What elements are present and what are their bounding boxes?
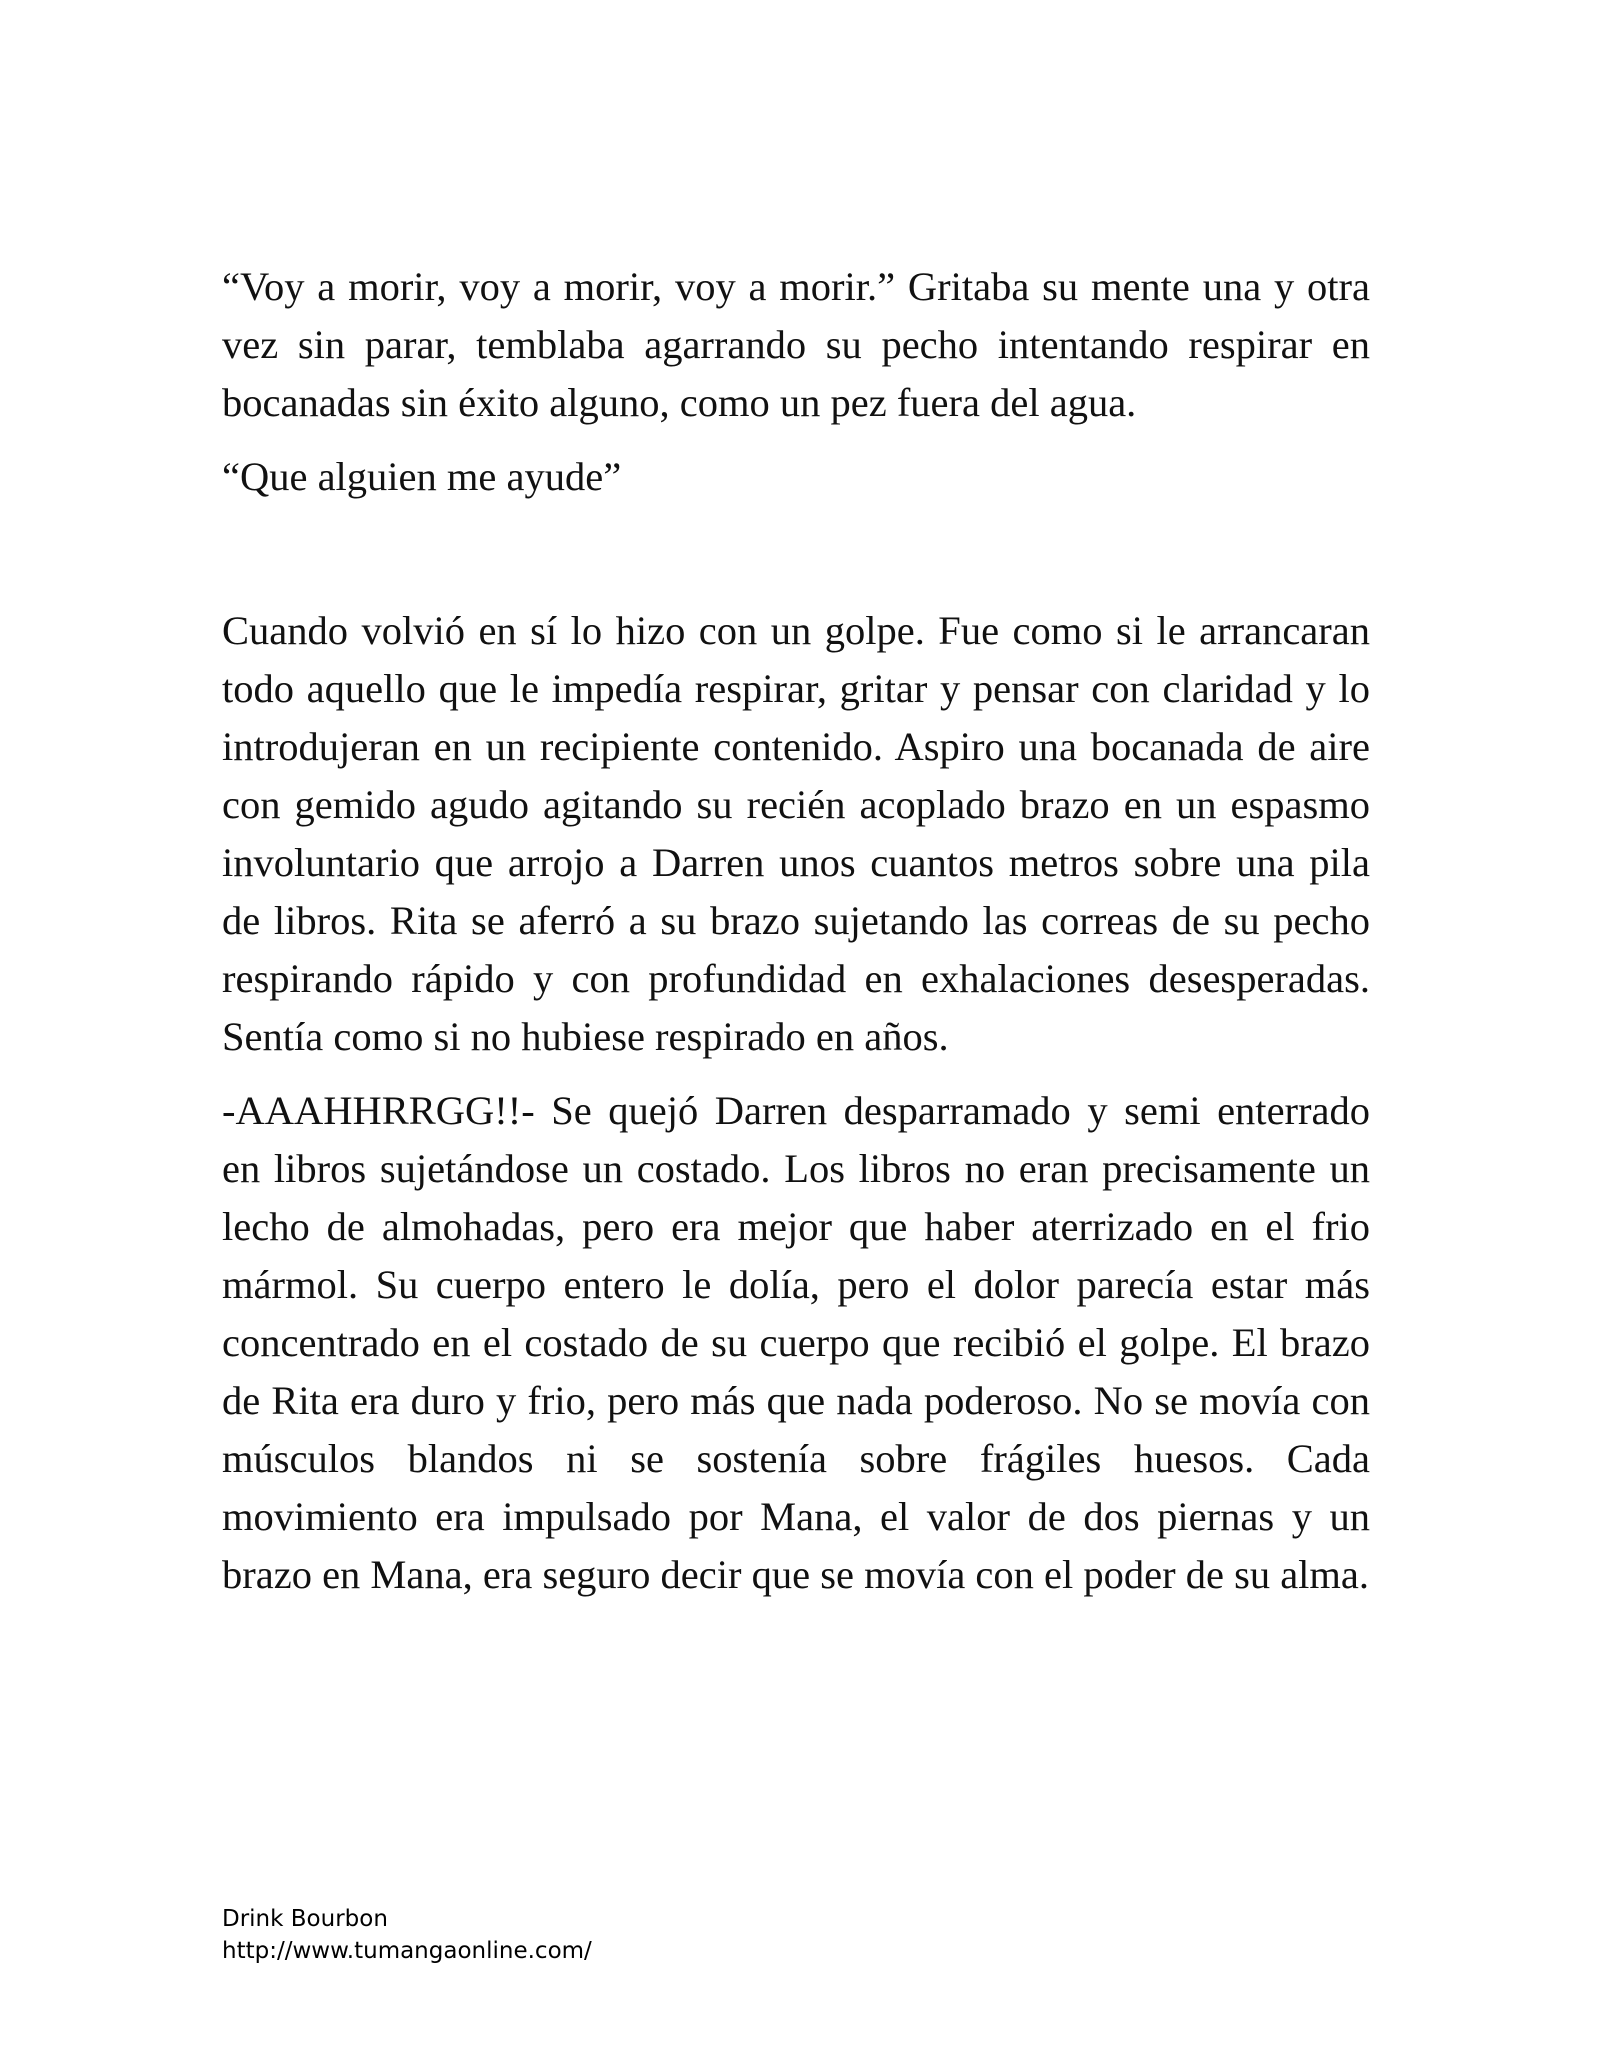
- page-body: [222, 258, 1370, 1604]
- footer-author: Drink Bourbon: [222, 1906, 388, 1932]
- paragraph-4: -AAAHHRRGG!!- Se quejó Darren desparramado y semi enterrado en libros sujetándose un costado. Los libros no eran precisamente un lecho de almohadas, pero era mejor que haber aterrizado en el frio mármol. Su cuerpo entero le dolía, pero el dolor parecía estar más concentrado en el costado de su cuerpo que recibió el golpe. El brazo de Rita era duro y frio, pero más que nada poderoso. No se movía con músculos blandos ni se sostenía sobre frágiles huesos. Cada movimiento era impulsado por Mana, el valor de dos piernas y un brazo en Mana, era seguro decir que se movía con el poder de su alma.: [222, 1088, 1370, 1597]
- paragraph-3: Cuando volvió en sí lo hizo con un golpe. Fue como si le arrancaran todo aquello que le impedía respirar, gritar y pensar con claridad y lo introdujeran en un recipiente contenido. Aspiro una bocanada de aire con gemido agudo agitando su recién acoplado brazo en un espasmo involuntario que arrojo a Darren unos cuantos metros sobre una pila de libros. Rita se aferró a su brazo sujetando las correas de su pecho respirando rápido y con profundidad en exhalaciones desesperadas. Sentía como si no hubiese respirado en años.: [222, 608, 1370, 1059]
- paragraph-1: “Voy a morir, voy a morir, voy a morir.” Gritaba su mente una y otra vez sin parar, temblaba agarrando su pecho intentando respirar en bocanadas sin éxito alguno, como un pez fuera del agua.: [222, 264, 1370, 425]
- paragraph-2: “Que alguien me ayude”: [222, 454, 622, 499]
- page-footer: [222, 1903, 592, 1967]
- footer-url: http://www.tumangaonline.com/: [222, 1938, 592, 1964]
